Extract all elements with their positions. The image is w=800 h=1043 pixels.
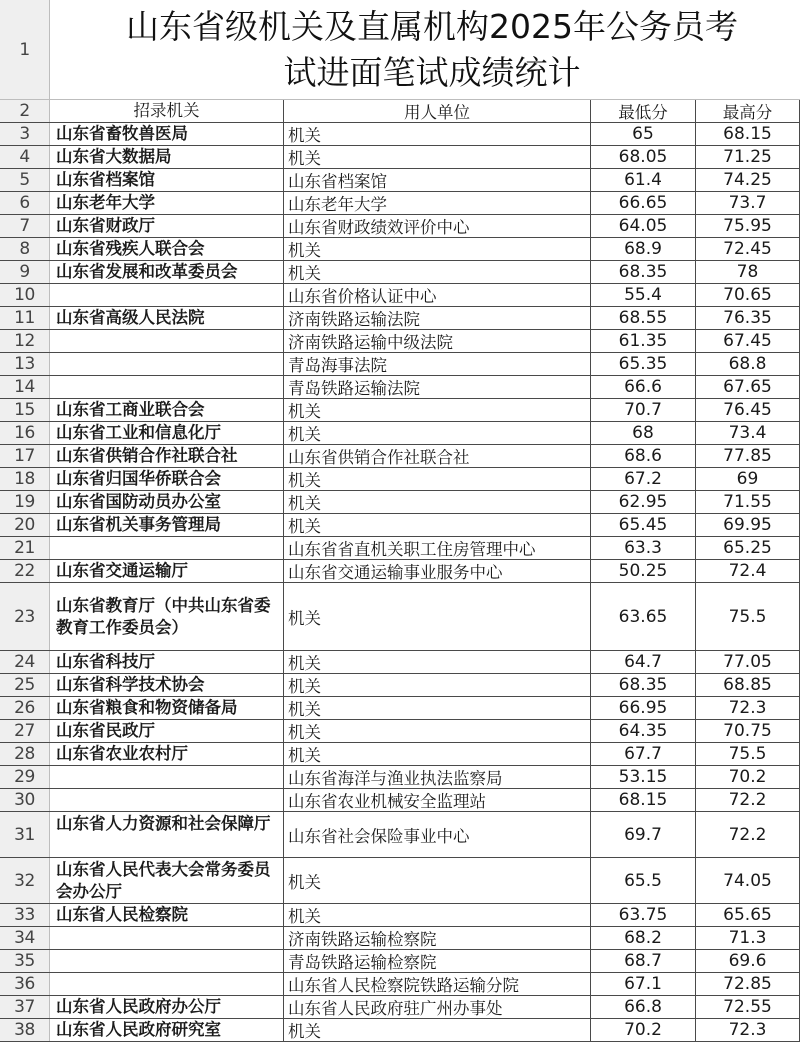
unit-cell[interactable]: 山东省社会保险事业中心 [284, 812, 591, 857]
table-row [0, 238, 800, 261]
row-number[interactable]: 8 [0, 238, 50, 260]
max-score-cell[interactable]: 72.3 [696, 697, 800, 719]
row-number[interactable]: 13 [0, 353, 50, 375]
unit-cell[interactable]: 青岛海事法院 [284, 353, 591, 375]
min-score-cell[interactable]: 70.2 [591, 1019, 696, 1041]
agency-cell[interactable]: 山东省粮食和物资储备局 [50, 697, 284, 719]
agency-cell[interactable] [50, 330, 284, 352]
header-unit[interactable]: 用人单位 [284, 100, 591, 122]
min-score-cell[interactable]: 67.1 [591, 973, 696, 995]
max-score-cell[interactable]: 74.25 [696, 169, 800, 191]
table-row [0, 674, 800, 697]
table-row [0, 996, 800, 1019]
unit-cell[interactable]: 山东省省直机关职工住房管理中心 [284, 537, 591, 559]
unit-cell[interactable]: 机关 [284, 514, 591, 536]
max-score-cell[interactable]: 76.35 [696, 307, 800, 329]
row-number[interactable]: 2 [0, 100, 50, 122]
table-row [0, 697, 800, 720]
agency-cell[interactable] [50, 284, 284, 306]
row-number[interactable]: 31 [0, 812, 50, 857]
agency-cell[interactable]: 山东省科学技术协会 [50, 674, 284, 696]
unit-cell[interactable]: 山东省价格认证中心 [284, 284, 591, 306]
min-score-cell[interactable]: 68.35 [591, 674, 696, 696]
table-row [0, 353, 800, 376]
table-row [0, 789, 800, 812]
max-score-cell[interactable]: 72.2 [696, 812, 800, 857]
unit-cell[interactable]: 机关 [284, 674, 591, 696]
agency-cell[interactable] [50, 950, 284, 972]
row-number[interactable]: 26 [0, 697, 50, 719]
table-row [0, 399, 800, 422]
header-agency[interactable]: 招录机关 [50, 100, 284, 122]
table-row [0, 422, 800, 445]
agency-cell[interactable]: 山东省工业和信息化厅 [50, 422, 284, 444]
table-row [0, 491, 800, 514]
table-row [0, 766, 800, 789]
min-score-cell[interactable]: 65.45 [591, 514, 696, 536]
min-score-cell[interactable]: 66.6 [591, 376, 696, 398]
min-score-cell[interactable]: 66.95 [591, 697, 696, 719]
table-row [0, 376, 800, 399]
agency-cell[interactable] [50, 376, 284, 398]
unit-cell[interactable]: 机关 [284, 1019, 591, 1041]
agency-cell[interactable]: 山东省交通运输厅 [50, 560, 284, 582]
agency-cell[interactable]: 山东省人民检察院 [50, 904, 284, 926]
unit-cell[interactable]: 机关 [284, 399, 591, 421]
table-row [0, 330, 800, 353]
unit-cell[interactable]: 山东省人民检察院铁路运输分院 [284, 973, 591, 995]
max-score-cell[interactable]: 70.75 [696, 720, 800, 742]
table-row [0, 169, 800, 192]
max-score-cell[interactable]: 75.95 [696, 215, 800, 237]
title-line-1: 山东省级机关及直属机构2025年公务员考 [126, 6, 738, 46]
max-score-cell[interactable]: 67.65 [696, 376, 800, 398]
unit-cell[interactable]: 山东省农业机械安全监理站 [284, 789, 591, 811]
min-score-cell[interactable]: 68.9 [591, 238, 696, 260]
table-row [0, 445, 800, 468]
unit-cell[interactable]: 机关 [284, 697, 591, 719]
agency-cell[interactable]: 山东省人民政府研究室 [50, 1019, 284, 1041]
max-score-cell[interactable]: 67.45 [696, 330, 800, 352]
agency-cell[interactable]: 山东省发展和改革委员会 [50, 261, 284, 283]
table-row [0, 468, 800, 491]
unit-cell[interactable]: 机关 [284, 491, 591, 513]
min-score-cell[interactable]: 68.2 [591, 927, 696, 949]
table-row [0, 950, 800, 973]
table-row [0, 858, 800, 904]
row-number[interactable]: 34 [0, 927, 50, 949]
min-score-cell[interactable]: 68.05 [591, 146, 696, 168]
unit-cell[interactable]: 机关 [284, 720, 591, 742]
unit-cell[interactable]: 济南铁路运输检察院 [284, 927, 591, 949]
max-score-cell[interactable]: 71.25 [696, 146, 800, 168]
max-score-cell[interactable]: 71.3 [696, 927, 800, 949]
min-score-cell[interactable]: 70.7 [591, 399, 696, 421]
agency-cell[interactable]: 山东省档案馆 [50, 169, 284, 191]
min-score-cell[interactable]: 64.05 [591, 215, 696, 237]
unit-cell[interactable]: 机关 [284, 146, 591, 168]
row-number[interactable]: 24 [0, 651, 50, 673]
min-score-cell[interactable]: 53.15 [591, 766, 696, 788]
row-number[interactable]: 30 [0, 789, 50, 811]
agency-cell[interactable]: 山东省残疾人联合会 [50, 238, 284, 260]
max-score-cell[interactable]: 72.55 [696, 996, 800, 1018]
max-score-cell[interactable]: 72.3 [696, 1019, 800, 1041]
agency-cell[interactable]: 山东省科技厅 [50, 651, 284, 673]
max-score-cell[interactable]: 68.85 [696, 674, 800, 696]
max-score-cell[interactable]: 70.2 [696, 766, 800, 788]
max-score-cell[interactable]: 72.2 [696, 789, 800, 811]
table-row [0, 720, 800, 743]
row-number[interactable]: 22 [0, 560, 50, 582]
agency-cell[interactable] [50, 927, 284, 949]
max-score-cell[interactable]: 75.5 [696, 583, 800, 650]
agency-cell[interactable]: 山东省人民代表大会常务委员会办公厅 [50, 858, 284, 903]
agency-cell[interactable]: 山东省民政厅 [50, 720, 284, 742]
unit-cell[interactable]: 济南铁路运输中级法院 [284, 330, 591, 352]
agency-cell[interactable]: 山东省高级人民法院 [50, 307, 284, 329]
row-number[interactable]: 6 [0, 192, 50, 214]
max-score-cell[interactable]: 75.5 [696, 743, 800, 765]
row-number[interactable]: 3 [0, 123, 50, 145]
row-number[interactable]: 12 [0, 330, 50, 352]
unit-cell[interactable]: 机关 [284, 651, 591, 673]
agency-cell[interactable] [50, 353, 284, 375]
min-score-cell[interactable]: 68.15 [591, 789, 696, 811]
unit-cell[interactable]: 山东省供销合作社联合社 [284, 445, 591, 467]
row-number[interactable]: 1 [0, 0, 50, 99]
min-score-cell[interactable]: 68.35 [591, 261, 696, 283]
max-score-cell[interactable]: 77.05 [696, 651, 800, 673]
table-row [0, 307, 800, 330]
table-row [0, 927, 800, 950]
max-score-cell[interactable]: 72.85 [696, 973, 800, 995]
table-row [0, 973, 800, 996]
table-row [0, 261, 800, 284]
unit-cell[interactable]: 山东省档案馆 [284, 169, 591, 191]
table-row [0, 904, 800, 927]
agency-cell[interactable]: 山东省财政厅 [50, 215, 284, 237]
row-number[interactable]: 14 [0, 376, 50, 398]
max-score-cell[interactable]: 76.45 [696, 399, 800, 421]
max-score-cell[interactable]: 71.55 [696, 491, 800, 513]
min-score-cell[interactable]: 66.8 [591, 996, 696, 1018]
max-score-cell[interactable]: 69 [696, 468, 800, 490]
agency-cell[interactable]: 山东省机关事务管理局 [50, 514, 284, 536]
sheet-title[interactable] [50, 0, 800, 99]
max-score-cell[interactable]: 74.05 [696, 858, 800, 903]
row-number[interactable]: 20 [0, 514, 50, 536]
agency-cell[interactable]: 山东省大数据局 [50, 146, 284, 168]
min-score-cell[interactable]: 63.65 [591, 583, 696, 650]
agency-cell[interactable]: 山东省教育厅（中共山东省委教育工作委员会） [50, 583, 284, 650]
agency-cell[interactable]: 山东老年大学 [50, 192, 284, 214]
table-row [0, 514, 800, 537]
min-score-cell[interactable]: 62.95 [591, 491, 696, 513]
agency-cell[interactable] [50, 973, 284, 995]
max-score-cell[interactable]: 73.7 [696, 192, 800, 214]
agency-cell[interactable]: 山东省国防动员办公室 [50, 491, 284, 513]
row-number[interactable]: 19 [0, 491, 50, 513]
header-row [0, 100, 800, 123]
min-score-cell[interactable]: 64.7 [591, 651, 696, 673]
title-row [0, 0, 800, 100]
max-score-cell[interactable]: 69.95 [696, 514, 800, 536]
row-number[interactable]: 21 [0, 537, 50, 559]
row-number[interactable]: 4 [0, 146, 50, 168]
min-score-cell[interactable]: 67.7 [591, 743, 696, 765]
max-score-cell[interactable]: 77.85 [696, 445, 800, 467]
table-row [0, 583, 800, 651]
unit-cell[interactable]: 山东老年大学 [284, 192, 591, 214]
row-number[interactable]: 29 [0, 766, 50, 788]
header-max-score[interactable]: 最高分 [696, 100, 800, 122]
title-line-2: 试进面笔试成绩统计 [283, 52, 581, 92]
row-number[interactable]: 28 [0, 743, 50, 765]
agency-cell[interactable] [50, 537, 284, 559]
agency-cell[interactable]: 山东省归国华侨联合会 [50, 468, 284, 490]
unit-cell[interactable]: 青岛铁路运输检察院 [284, 950, 591, 972]
min-score-cell[interactable]: 69.7 [591, 812, 696, 857]
row-number[interactable]: 15 [0, 399, 50, 421]
table-row [0, 284, 800, 307]
min-score-cell[interactable]: 68.55 [591, 307, 696, 329]
row-number[interactable]: 5 [0, 169, 50, 191]
min-score-cell[interactable]: 50.25 [591, 560, 696, 582]
agency-cell[interactable]: 山东省供销合作社联合社 [50, 445, 284, 467]
agency-cell[interactable]: 山东省畜牧兽医局 [50, 123, 284, 145]
min-score-cell[interactable]: 65.35 [591, 353, 696, 375]
agency-cell[interactable] [50, 766, 284, 788]
unit-cell[interactable]: 机关 [284, 261, 591, 283]
min-score-cell[interactable]: 68.6 [591, 445, 696, 467]
table-row [0, 651, 800, 674]
max-score-cell[interactable]: 72.45 [696, 238, 800, 260]
unit-cell[interactable]: 机关 [284, 904, 591, 926]
max-score-cell[interactable]: 65.25 [696, 537, 800, 559]
min-score-cell[interactable]: 67.2 [591, 468, 696, 490]
row-number[interactable]: 11 [0, 307, 50, 329]
min-score-cell[interactable]: 61.35 [591, 330, 696, 352]
table-row [0, 123, 800, 146]
unit-cell[interactable]: 机关 [284, 238, 591, 260]
row-number[interactable]: 17 [0, 445, 50, 467]
min-score-cell[interactable]: 68 [591, 422, 696, 444]
table-row [0, 146, 800, 169]
row-number[interactable]: 35 [0, 950, 50, 972]
row-number[interactable]: 9 [0, 261, 50, 283]
min-score-cell[interactable]: 68.7 [591, 950, 696, 972]
row-number[interactable]: 38 [0, 1019, 50, 1041]
unit-cell[interactable]: 山东省人民政府驻广州办事处 [284, 996, 591, 1018]
table-row [0, 743, 800, 766]
row-number[interactable]: 16 [0, 422, 50, 444]
row-number[interactable]: 10 [0, 284, 50, 306]
unit-cell[interactable]: 机关 [284, 858, 591, 903]
unit-cell[interactable]: 山东省财政绩效评价中心 [284, 215, 591, 237]
row-number[interactable]: 36 [0, 973, 50, 995]
min-score-cell[interactable]: 63.3 [591, 537, 696, 559]
row-number[interactable]: 33 [0, 904, 50, 926]
unit-cell[interactable]: 青岛铁路运输法院 [284, 376, 591, 398]
table-row [0, 812, 800, 858]
row-number[interactable]: 37 [0, 996, 50, 1018]
unit-cell[interactable]: 机关 [284, 422, 591, 444]
unit-cell[interactable]: 机关 [284, 743, 591, 765]
max-score-cell[interactable]: 72.4 [696, 560, 800, 582]
agency-cell[interactable]: 山东省人力资源和社会保障厅 [50, 812, 284, 857]
table-row [0, 215, 800, 238]
unit-cell[interactable]: 机关 [284, 583, 591, 650]
table-row [0, 537, 800, 560]
table-body [0, 123, 800, 1042]
table-row [0, 560, 800, 583]
unit-cell[interactable]: 机关 [284, 123, 591, 145]
row-number[interactable]: 7 [0, 215, 50, 237]
agency-cell[interactable]: 山东省人民政府办公厅 [50, 996, 284, 1018]
min-score-cell[interactable]: 63.75 [591, 904, 696, 926]
table-row [0, 1019, 800, 1042]
max-score-cell[interactable]: 78 [696, 261, 800, 283]
min-score-cell[interactable]: 66.65 [591, 192, 696, 214]
min-score-cell[interactable]: 65.5 [591, 858, 696, 903]
row-number[interactable]: 27 [0, 720, 50, 742]
max-score-cell[interactable]: 68.15 [696, 123, 800, 145]
agency-cell[interactable]: 山东省工商业联合会 [50, 399, 284, 421]
max-score-cell[interactable]: 68.8 [696, 353, 800, 375]
max-score-cell[interactable]: 65.65 [696, 904, 800, 926]
agency-cell[interactable]: 山东省农业农村厅 [50, 743, 284, 765]
row-number[interactable]: 18 [0, 468, 50, 490]
max-score-cell[interactable]: 70.65 [696, 284, 800, 306]
unit-cell[interactable]: 机关 [284, 468, 591, 490]
min-score-cell[interactable]: 61.4 [591, 169, 696, 191]
unit-cell[interactable]: 山东省海洋与渔业执法监察局 [284, 766, 591, 788]
min-score-cell[interactable]: 64.35 [591, 720, 696, 742]
min-score-cell[interactable]: 65 [591, 123, 696, 145]
row-number[interactable]: 23 [0, 583, 50, 650]
row-number[interactable]: 32 [0, 858, 50, 903]
max-score-cell[interactable]: 69.6 [696, 950, 800, 972]
row-number[interactable]: 25 [0, 674, 50, 696]
unit-cell[interactable]: 济南铁路运输法院 [284, 307, 591, 329]
min-score-cell[interactable]: 55.4 [591, 284, 696, 306]
header-min-score[interactable]: 最低分 [591, 100, 696, 122]
agency-cell[interactable] [50, 789, 284, 811]
max-score-cell[interactable]: 73.4 [696, 422, 800, 444]
table-row [0, 192, 800, 215]
unit-cell[interactable]: 山东省交通运输事业服务中心 [284, 560, 591, 582]
